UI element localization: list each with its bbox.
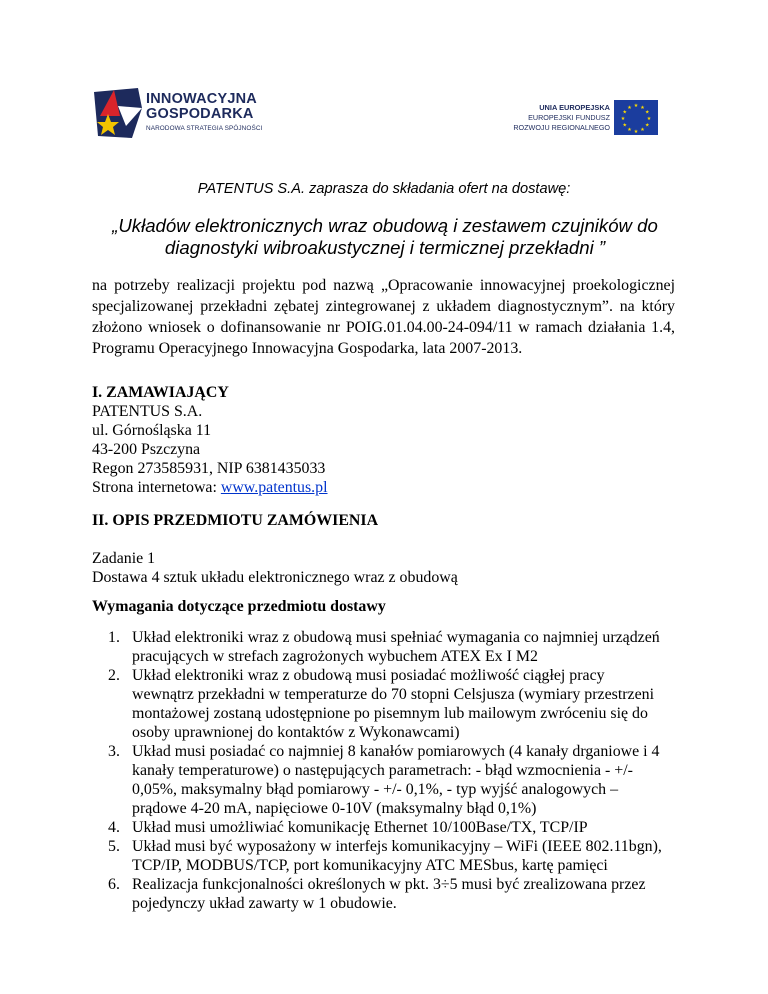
task-description: Dostawa 4 sztuk układu elektronicznego wraz z obudową: [92, 569, 458, 586]
invitation-text: PATENTUS S.A. zaprasza do składania ofert na dostawę:: [197, 181, 571, 197]
intro-paragraph: na potrzeby realizacji projektu pod nazwą „Opracowanie innowacyjnej proekologicznej specjalizowanej przekładni zębatej zintegrowanej z układem diagnostycznym”. na który złożono wniosek o dofinansowanie nr POIG.01.04.00-24-094/11 w ramach działania 1.4, Programu Operacyjnego Innowacyjna Gospodarka, lata 2007-2013.: [92, 277, 675, 357]
title-line1: „Układów elektronicznych wraz obudową i zestawem czujników do: [112, 215, 658, 236]
list-item-number: 5.: [108, 838, 120, 855]
list-item: [108, 628, 668, 666]
list-item-text: Układ elektroniki wraz z obudową musi spełniać wymagania co najmniej urządzeń pracujących w strefach zagrożonych wybuchem ATEX Ex I M2: [132, 629, 660, 665]
list-item-text: Układ musi umożliwiać komunikację Ethernet 10/100Base/TX, TCP/IP: [132, 819, 588, 836]
eu-flag-icon: [614, 100, 658, 135]
task-label: Zadanie 1: [92, 550, 156, 567]
list-item: [108, 837, 668, 875]
website-line: [92, 478, 328, 497]
ig-emblem-icon: [92, 86, 144, 142]
section1-heading: I. ZAMAWIAJĄCY: [92, 384, 229, 401]
list-item-text: Realizacja funkcjonalności określonych w pkt. 3÷5 musi być zrealizowana przez pojedynczy układ zawarty w 1 obudowie.: [132, 876, 646, 912]
requirements-list: [108, 628, 668, 913]
ordering-party-details: [92, 402, 328, 497]
eu-line2: EUROPEJSKI FUNDUSZ: [528, 113, 610, 122]
list-item-number: 2.: [108, 667, 120, 684]
list-item-text: Układ elektroniki wraz z obudową musi posiadać możliwość ciągłej pracy wewnątrz przekładni w temperaturze do 70 stopni Celsjusza (wymiary przestrzeni montażowej zostaną udostępnione po pisemnym lub mailowym zwróceniu się do osoby uprawnionej do kontaktów z Wykonawcami): [132, 667, 654, 741]
list-item-number: 4.: [108, 819, 120, 836]
list-item: [108, 666, 668, 742]
ig-line2: GOSPODARKA: [146, 106, 254, 122]
list-item-number: 6.: [108, 876, 120, 893]
svg-text:★: ★: [640, 104, 645, 111]
svg-text:★: ★: [640, 127, 645, 134]
street-address: ul. Górnośląska 11: [92, 422, 212, 439]
eu-logo: [500, 100, 660, 136]
innowacyjna-gospodarka-logo: [92, 86, 282, 142]
list-item: [108, 742, 668, 818]
section2-heading: II. OPIS PRZEDMIOTU ZAMÓWIENIA: [92, 512, 379, 529]
svg-text:★: ★: [644, 122, 650, 129]
list-item-text: Układ musi być wyposażony w interfejs komunikacyjny – WiFi (IEEE 802.11bgn), TCP/IP, MODBUS/TCP, port komunikacyjny ATC MESbus, kartę pamięci: [132, 838, 662, 874]
svg-text:★: ★: [627, 104, 632, 111]
ig-line3: NARODOWA STRATEGIA SPÓJNOŚCI: [146, 125, 263, 132]
eu-line1: UNIA EUROPEJSKA: [539, 103, 610, 112]
eu-line3: ROZWOJU REGIONALNEGO: [513, 123, 610, 132]
title-line2: diagnostyki wibroakustycznej i termicznej przekładni ”: [164, 237, 606, 258]
list-item-number: 3.: [108, 743, 120, 760]
svg-text:★: ★: [633, 103, 639, 109]
svg-text:★: ★: [646, 116, 652, 122]
eu-wordmark: [500, 103, 610, 133]
city-address: 43-200 Pszczyna: [92, 441, 201, 458]
svg-text:★: ★: [622, 109, 628, 116]
list-item: [108, 818, 668, 837]
company-name: PATENTUS S.A.: [92, 403, 203, 420]
svg-text:★: ★: [633, 129, 639, 135]
list-item: [108, 875, 668, 913]
svg-text:★: ★: [644, 109, 650, 116]
svg-text:★: ★: [620, 116, 626, 122]
regon-nip: Regon 273585931, NIP 6381435033: [92, 460, 326, 477]
task-block: [92, 549, 458, 587]
ig-line1: INNOWACYJNA: [146, 91, 257, 107]
list-item-text: Układ musi posiadać co najmniej 8 kanałów pomiarowych (4 kanały drganiowe i 4 kanały temperaturowe) o następujących parametrach: - błąd wzmocnienia - +/- 0,05%, maksymalny błąd pomiarowy - +/- 0,1%, - typ wyjść analogowych – prądowe 4-20 mA, napięciowe 0-10V (maksymalny błąd 0,1%): [132, 743, 660, 817]
requirements-heading: Wymagania dotyczące przedmiotu dostawy: [92, 598, 386, 615]
website-link[interactable]: www.patentus.pl: [220, 479, 328, 496]
document-title: [100, 215, 670, 259]
list-item-number: 1.: [108, 629, 120, 646]
website-label: Strona internetowa:: [92, 479, 221, 496]
svg-text:★: ★: [627, 127, 632, 134]
ig-wordmark: [146, 92, 262, 132]
svg-text:★: ★: [622, 122, 628, 129]
